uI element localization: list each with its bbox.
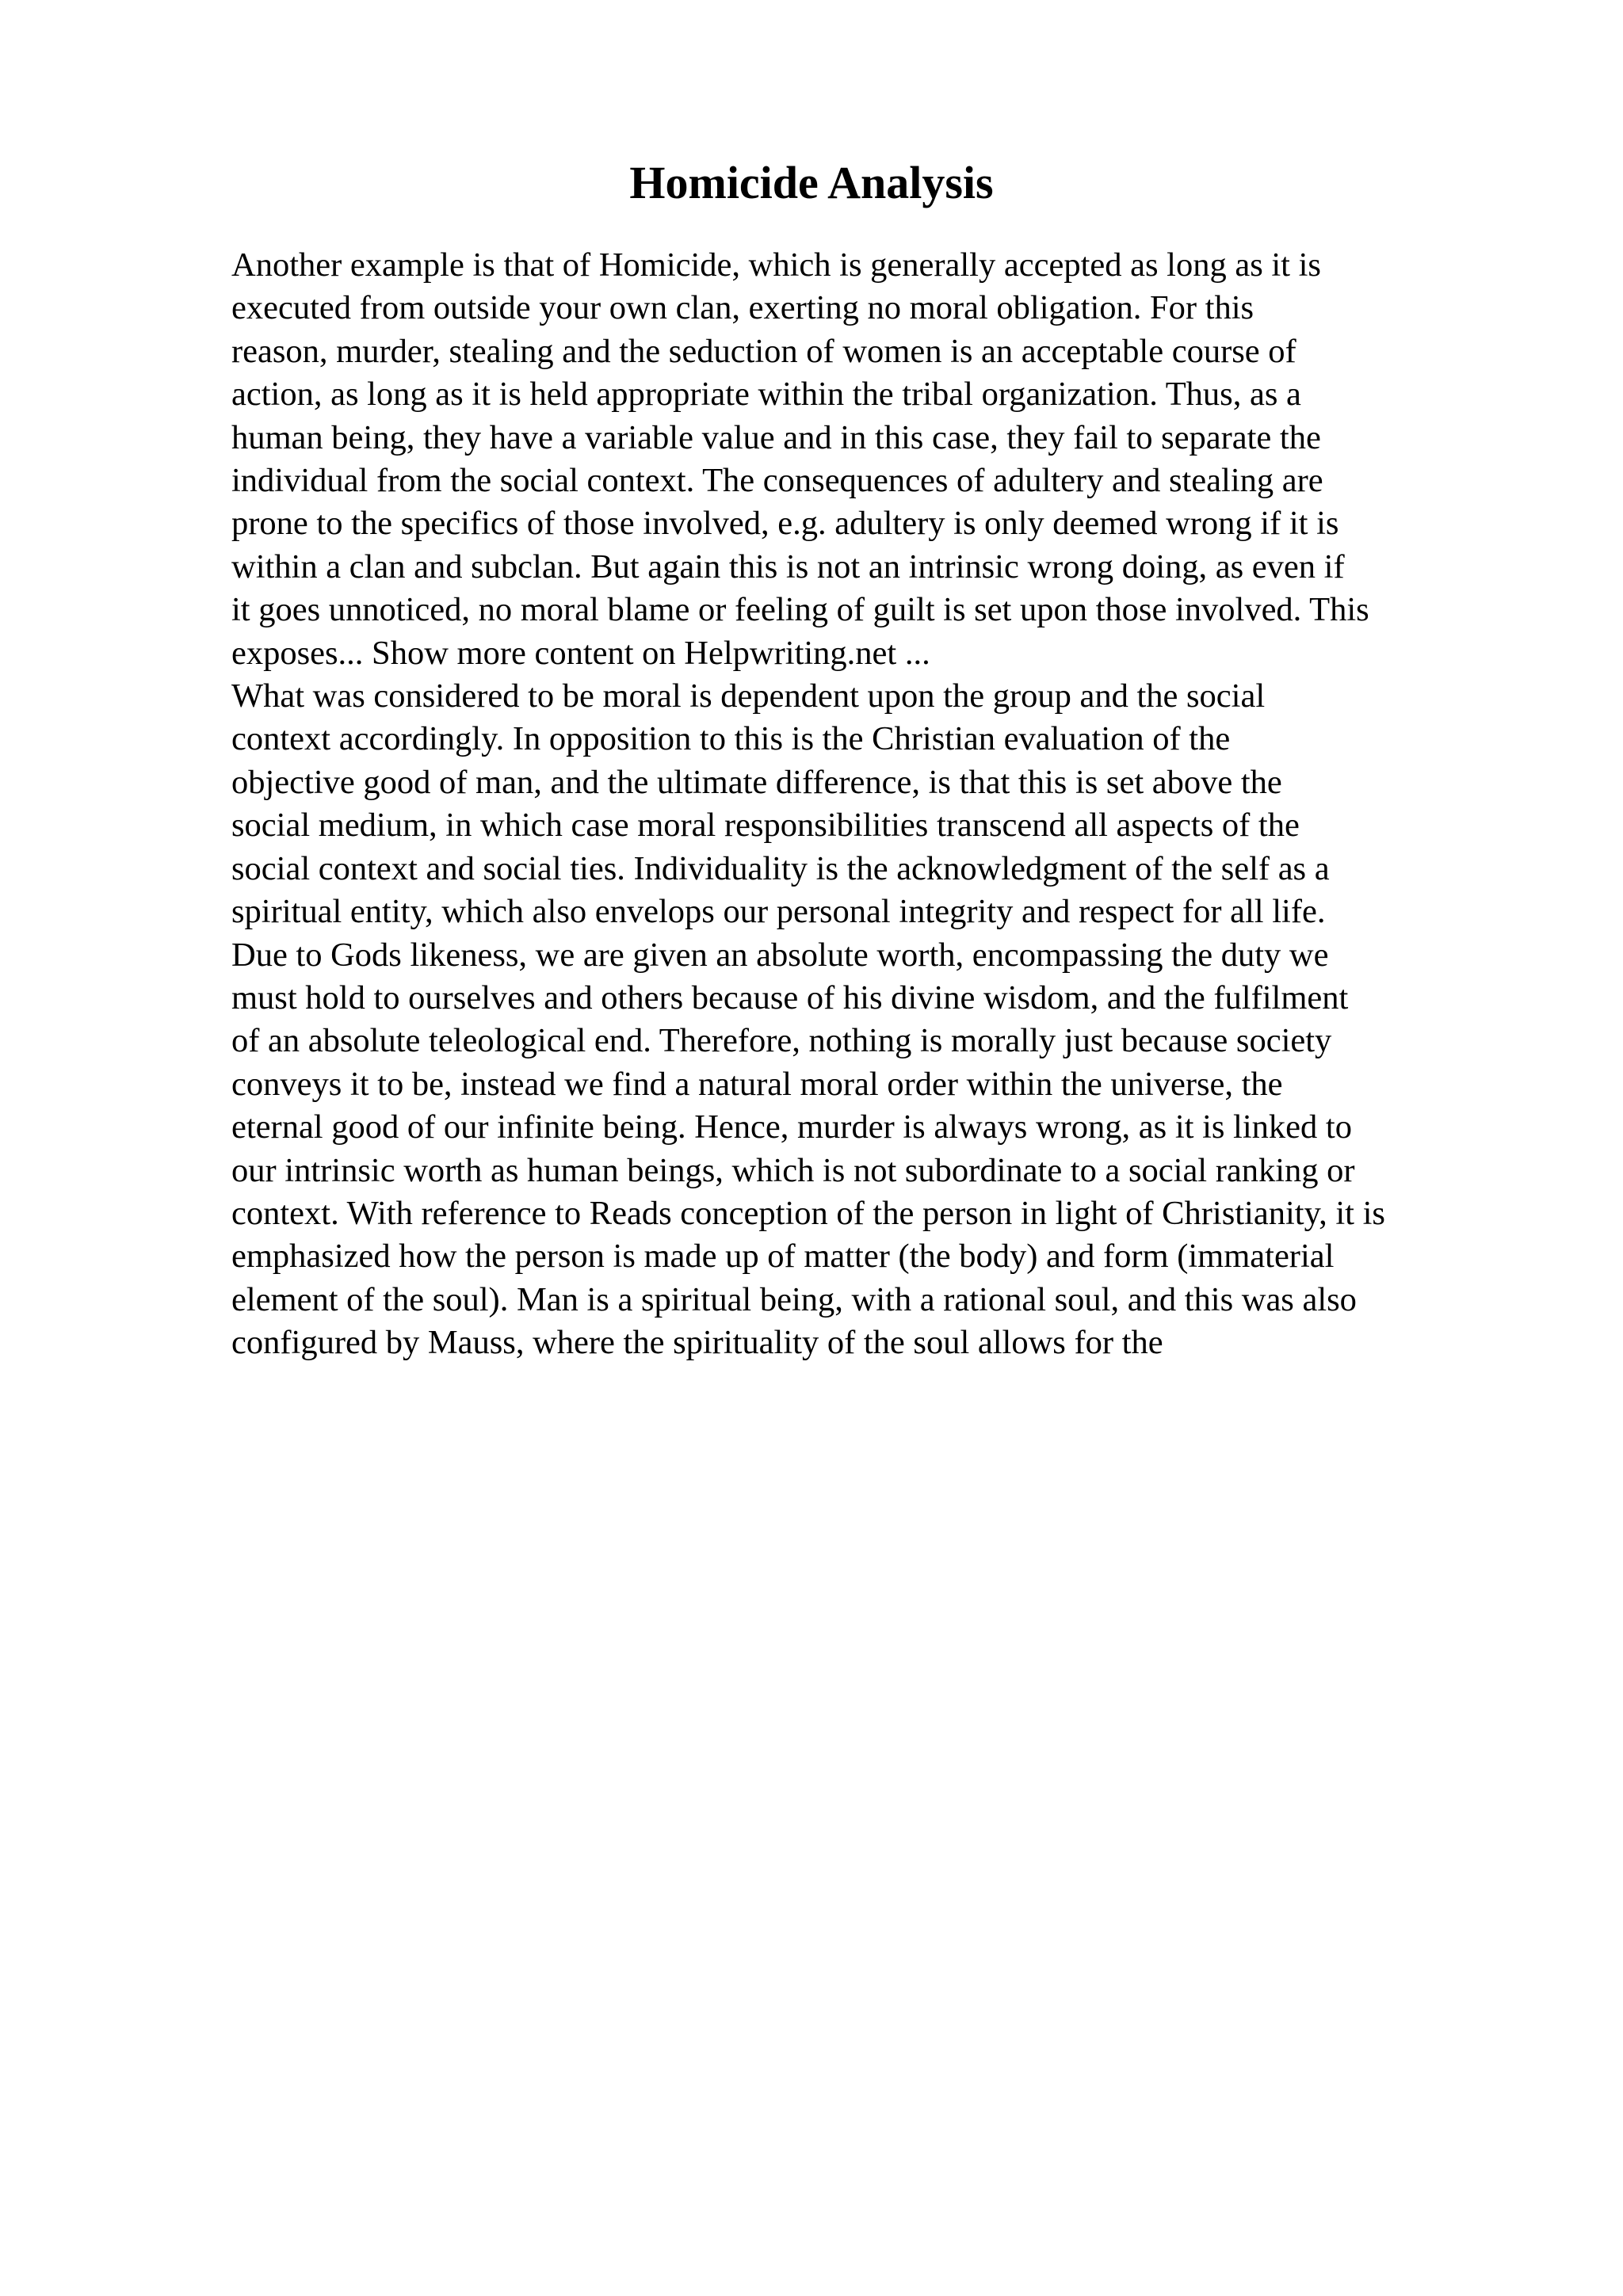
text-line: eternal good of our infinite being. Hence, murder is always wrong, as it is linked to — [231, 1108, 1352, 1146]
text-line: Another example is that of Homicide, which is generally accepted as long as it is — [231, 246, 1321, 284]
text-line: our intrinsic worth as human beings, which is not subordinate to a social ranking or — [231, 1151, 1355, 1189]
document-title: Homicide Analysis — [629, 157, 994, 208]
text-line: action, as long as it is held appropriate within the tribal organization. Thus, as a — [231, 376, 1301, 414]
text-line: conveys it to be, instead we find a natural moral order within the universe, the — [231, 1065, 1283, 1103]
text-line: prone to the specifics of those involved, e.g. adultery is only deemed wrong if it is — [231, 505, 1339, 543]
text-line: configured by Mauss, where the spirituality of the soul allows for the — [231, 1324, 1163, 1362]
text-line: reason, murder, stealing and the seduction of women is an acceptable course of — [231, 332, 1296, 370]
text-line: social context and social ties. Individuality is the acknowledgment of the self as a — [231, 849, 1330, 887]
text-line: objective good of man, and the ultimate difference, is that this is set above the — [231, 763, 1282, 801]
text-line: context accordingly. In opposition to this is the Christian evaluation of the — [231, 720, 1231, 758]
text-line: Due to Gods likeness, we are given an absolute worth, encompassing the duty we — [231, 936, 1329, 974]
text-line: it goes unnoticed, no moral blame or feeling of guilt is set upon those involved. This — [231, 591, 1369, 629]
text-line: human being, they have a variable value and in this case, they fail to separate the — [231, 418, 1321, 456]
text-line: must hold to ourselves and others because of his divine wisdom, and the fulfilment — [231, 978, 1349, 1016]
document-body — [231, 244, 1531, 1365]
text-line: social medium, in which case moral responsibilities transcend all aspects of the — [231, 807, 1300, 845]
text-line: exposes... Show more content on Helpwriting.net ... — [231, 634, 930, 672]
text-line: of an absolute teleological end. Therefore, nothing is morally just because society — [231, 1022, 1332, 1060]
text-line: executed from outside your own clan, exerting no moral obligation. For this — [231, 289, 1254, 327]
text-line: emphasized how the person is made up of matter (the body) and form (immaterial — [231, 1238, 1335, 1276]
text-line: individual from the social context. The consequences of adultery and stealing are — [231, 462, 1323, 500]
text-line: context. With reference to Reads conception of the person in light of Christianity, it is — [231, 1194, 1385, 1232]
text-line: spiritual entity, which also envelops our personal integrity and respect for all life. — [231, 893, 1326, 931]
text-line: element of the soul). Man is a spiritual being, with a rational soul, and this was also — [231, 1280, 1357, 1318]
text-line: within a clan and subclan. But again this is not an intrinsic wrong doing, as even if — [231, 547, 1345, 585]
text-line: What was considered to be moral is dependent upon the group and the social — [231, 677, 1266, 715]
